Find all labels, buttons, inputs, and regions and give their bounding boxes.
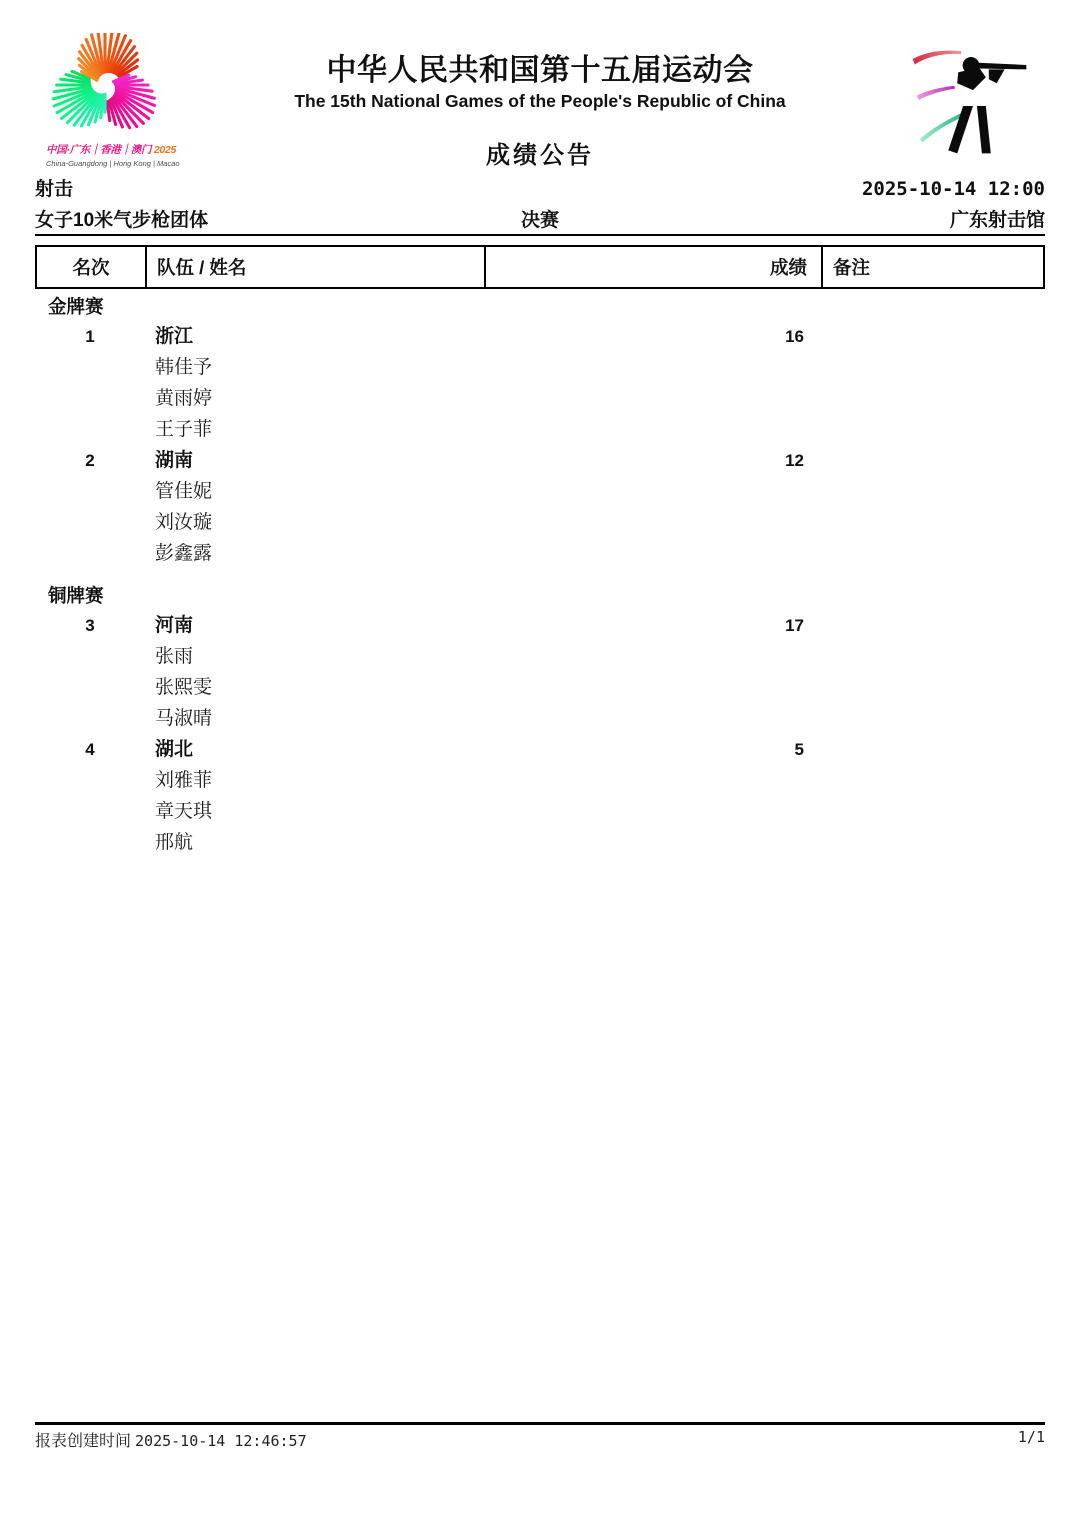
remark-cell-empty	[821, 414, 1039, 445]
remark-cell-empty	[821, 538, 1039, 569]
member-name-cell: 章天琪	[155, 801, 213, 822]
member-name-cell: 张熙雯	[155, 677, 213, 698]
score-cell-empty	[484, 641, 821, 672]
member-name-cell: 刘雅菲	[155, 770, 213, 791]
member-name-cell: 王子菲	[155, 419, 213, 440]
remark-cell-empty	[821, 507, 1039, 538]
page-footer	[35, 1428, 1045, 1451]
remark-cell-empty	[821, 476, 1039, 507]
member-row	[35, 538, 1045, 569]
team-name-cell: 湖北	[155, 739, 194, 760]
section-title: 铜牌赛	[48, 585, 104, 606]
remark-cell	[821, 445, 1039, 476]
member-row	[35, 476, 1045, 507]
team-row	[35, 321, 1045, 352]
member-row	[35, 352, 1045, 383]
sport-label: 射击	[35, 179, 74, 200]
score-cell-empty	[484, 796, 821, 827]
event-name: 女子10米气步枪团体	[35, 210, 209, 231]
member-name-cell: 韩佳予	[155, 357, 213, 378]
member-name-cell: 黄雨婷	[155, 388, 213, 409]
footer-divider	[35, 1422, 1045, 1425]
remark-cell-empty	[821, 765, 1039, 796]
score-cell-empty	[484, 352, 821, 383]
member-row	[35, 765, 1045, 796]
rank-cell-empty	[35, 796, 145, 827]
member-row	[35, 703, 1045, 734]
member-name-cell: 马淑晴	[155, 708, 213, 729]
member-name-cell: 刘汝璇	[155, 512, 213, 533]
member-row	[35, 827, 1045, 858]
rank-cell-empty	[35, 765, 145, 796]
member-row	[35, 796, 1045, 827]
remark-cell-empty	[821, 703, 1039, 734]
member-row	[35, 507, 1045, 538]
score-cell-empty	[484, 827, 821, 858]
rank-cell-empty	[35, 538, 145, 569]
rank-cell: 1	[85, 327, 95, 346]
score-cell: 5	[794, 740, 804, 759]
remark-cell-empty	[821, 672, 1039, 703]
team-row	[35, 610, 1045, 641]
rank-cell-empty	[35, 827, 145, 858]
session-datetime: 2025-10-14 12:00	[861, 178, 1045, 200]
shooting-pictogram-icon	[894, 26, 1052, 176]
games-logo-text-en: China-Guangdong | Hong Kong | Macao	[46, 159, 180, 168]
document-header	[190, 54, 890, 170]
member-name-cell: 管佳妮	[155, 481, 213, 502]
score-cell-empty	[484, 703, 821, 734]
results-table	[35, 245, 1045, 858]
column-header-remark: 备注	[833, 257, 871, 278]
member-name-cell: 邢航	[155, 832, 194, 853]
remark-cell-empty	[821, 641, 1039, 672]
remark-cell-empty	[821, 383, 1039, 414]
score-cell-empty	[484, 507, 821, 538]
games-title-en: The 15th National Games of the People's Republic of China	[294, 91, 786, 111]
page-number: 1/1	[1017, 1428, 1045, 1446]
score-cell: 12	[785, 451, 804, 470]
team-name-cell: 河南	[155, 615, 194, 636]
phase-label: 决赛	[520, 210, 559, 231]
games-logo-year: 2025	[153, 144, 176, 156]
header-divider	[35, 234, 1045, 236]
remark-cell	[821, 321, 1039, 352]
member-row	[35, 672, 1045, 703]
score-cell-empty	[484, 383, 821, 414]
rank-cell: 2	[85, 451, 95, 470]
games-logo	[46, 33, 206, 168]
games-logo-text-zh: 中国·广东｜香港｜澳门 2025	[46, 144, 176, 156]
remark-cell	[821, 610, 1039, 641]
member-name-cell: 彭鑫露	[155, 543, 213, 564]
games-title-zh: 中华人民共和国第十五届运动会	[326, 54, 754, 87]
remark-cell-empty	[821, 827, 1039, 858]
info-row-sport	[35, 174, 1045, 201]
team-row	[35, 734, 1045, 765]
score-cell-empty	[484, 414, 821, 445]
rank-cell-empty	[35, 703, 145, 734]
document-title: 成绩公告	[486, 142, 594, 169]
rank-cell-empty	[35, 507, 145, 538]
rank-cell-empty	[35, 672, 145, 703]
rank-cell-empty	[35, 476, 145, 507]
member-row	[35, 641, 1045, 672]
rank-cell: 3	[85, 616, 95, 635]
rank-cell-empty	[35, 352, 145, 383]
score-cell-empty	[484, 476, 821, 507]
score-cell: 16	[785, 327, 804, 346]
section-title: 金牌赛	[48, 296, 104, 317]
column-header-score: 成绩	[486, 247, 823, 287]
team-row	[35, 445, 1045, 476]
score-cell: 17	[785, 616, 804, 635]
report-created-time: 报表创建时间 2025-10-14 12:46:57	[35, 1432, 307, 1450]
table-header-row	[35, 245, 1045, 289]
member-row	[35, 414, 1045, 445]
column-header-team-name: 队伍 / 姓名	[147, 247, 486, 287]
table-body	[35, 293, 1045, 858]
remark-cell-empty	[821, 796, 1039, 827]
remark-cell	[821, 734, 1039, 765]
member-name-cell: 张雨	[155, 646, 194, 667]
games-logo-flower-icon	[46, 33, 164, 141]
venue-name: 广东射击馆	[949, 210, 1045, 231]
rank-cell-empty	[35, 641, 145, 672]
score-cell-empty	[484, 765, 821, 796]
team-name-cell: 湖南	[155, 450, 194, 471]
info-row-event	[35, 205, 1045, 229]
rank-cell-empty	[35, 383, 145, 414]
remark-cell-empty	[821, 352, 1039, 383]
score-cell-empty	[484, 672, 821, 703]
column-header-rank: 名次	[37, 247, 147, 287]
member-row	[35, 383, 1045, 414]
rank-cell-empty	[35, 414, 145, 445]
score-cell-empty	[484, 538, 821, 569]
team-name-cell: 浙江	[155, 326, 194, 347]
rank-cell: 4	[85, 740, 95, 759]
